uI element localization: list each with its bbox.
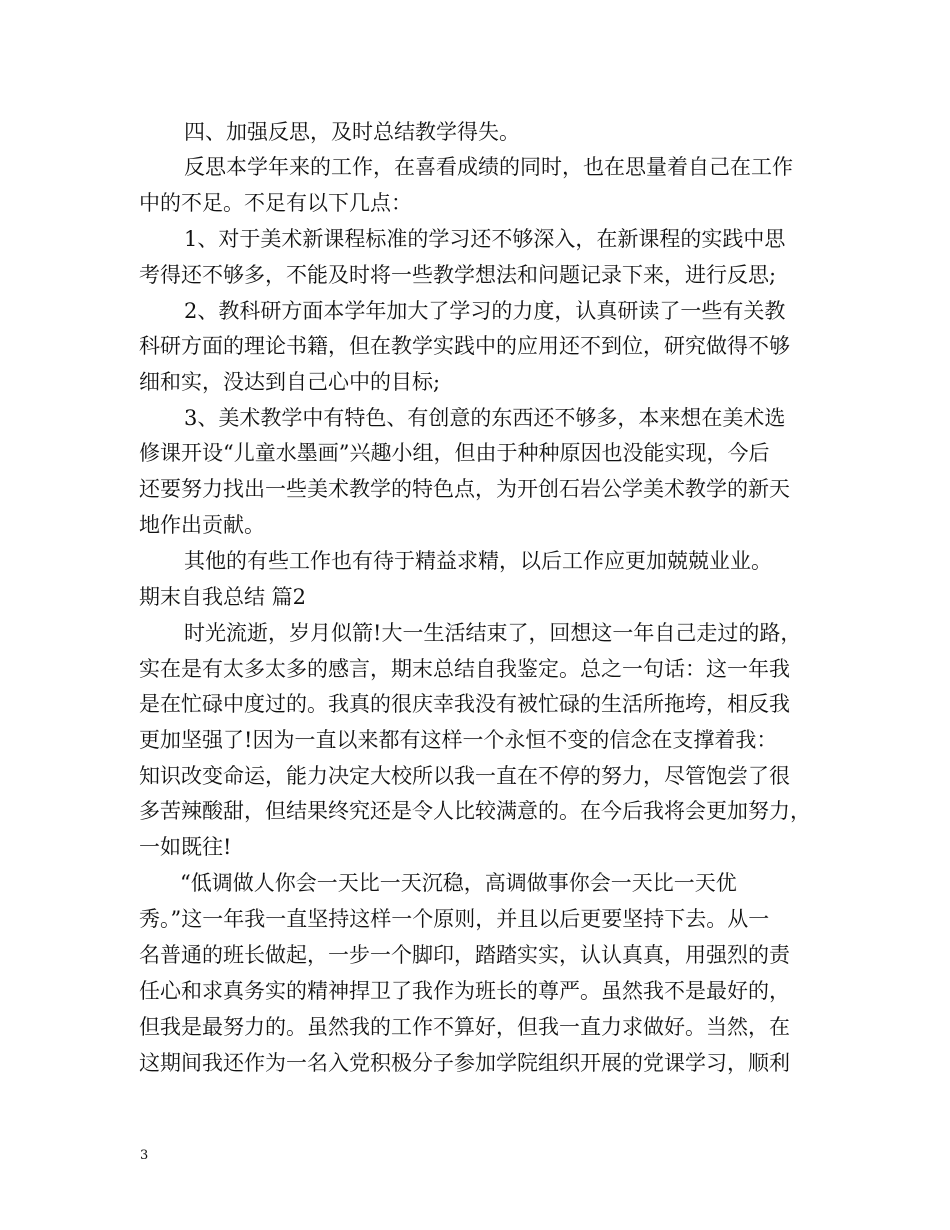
- paragraph-line: 更加坚强了!因为一直以来都有这样一个永恒不变的信念在支撑着我：: [139, 728, 778, 752]
- paragraph-line: 实在是有太多太多的感言，期末总结自我鉴定。总之一句话：这一年我: [139, 657, 790, 681]
- paragraph-line: 中的不足。不足有以下几点：: [139, 191, 412, 215]
- paragraph-line: 时光流逝，岁月似箭!大一生活结束了，回想这一年自己走过的路，: [184, 621, 802, 645]
- paragraph-line: 秀。”这一年我一直坚持这样一个原则，并且以后更要坚持下去。从一: [139, 907, 770, 931]
- paragraph-line: 知识改变命运，能力决定大校所以我一直在不停的努力，尽管饱尝了很: [139, 764, 790, 788]
- paragraph-line: 反思本学年来的工作，在喜看成绩的同时，也在思量着自己在工作: [184, 155, 793, 179]
- paragraph-line: 多苦辣酸甜，但结果终究还是令人比较满意的。在今后我将会更加努力，: [139, 799, 811, 823]
- section-heading: 四、加强反思，及时总结教学得失。: [184, 120, 520, 144]
- paragraph-line: 这期间我还作为一名入党积极分子参加学院组织开展的党课学习，顺利: [139, 1051, 790, 1075]
- paragraph-line: 还要努力找出一些美术教学的特色点，为开创石岩公学美术教学的新天: [139, 477, 790, 501]
- paragraph-line: 细和实，没达到自己心中的目标;: [139, 370, 441, 394]
- paragraph-line: 科研方面的理论书籍，但在教学实践中的应用还不到位，研究做得不够: [139, 334, 790, 358]
- paragraph-line: 是在忙碌中度过的。我真的很庆幸我没有被忙碌的生活所拖垮，相反我: [139, 692, 790, 716]
- paragraph-line: 考得还不够多，不能及时将一些教学想法和问题记录下来，进行反思;: [139, 263, 777, 287]
- article-heading: 期末自我总结 篇2: [139, 585, 307, 609]
- page-number: 3: [140, 1148, 149, 1163]
- paragraph-line: 任心和求真务实的精神捍卫了我作为班长的尊严。虽然我不是最好的，: [139, 979, 790, 1003]
- paragraph-line: 其他的有些工作也有待于精益求精，以后工作应更加兢兢业业。: [184, 549, 772, 573]
- paragraph-line: “低调做人你会一天比一天沉稳，高调做事你会一天比一天优: [180, 871, 737, 895]
- paragraph-line: 修课开设“儿童水墨画”兴趣小组，但由于种种原因也没能实现，今后: [139, 441, 770, 465]
- paragraph-line: 3、美术教学中有特色、有创意的东西还不够多，本来想在美术选: [184, 406, 786, 430]
- paragraph-line: 2、教科研方面本学年加大了学习的力度，认真研读了一些有关教: [184, 299, 786, 323]
- paragraph-line: 但我是最努力的。虽然我的工作不算好，但我一直力求做好。当然，在: [139, 1015, 790, 1039]
- paragraph-line: 名普通的班长做起，一步一个脚印，踏踏实实，认认真真，用强烈的责: [139, 943, 790, 967]
- paragraph-line: 1、对于美术新课程标准的学习还不够深入，在新课程的实践中思: [184, 227, 786, 251]
- paragraph-line: 地作出贡献。: [139, 513, 265, 537]
- paragraph-line: 一如既往!: [139, 835, 232, 859]
